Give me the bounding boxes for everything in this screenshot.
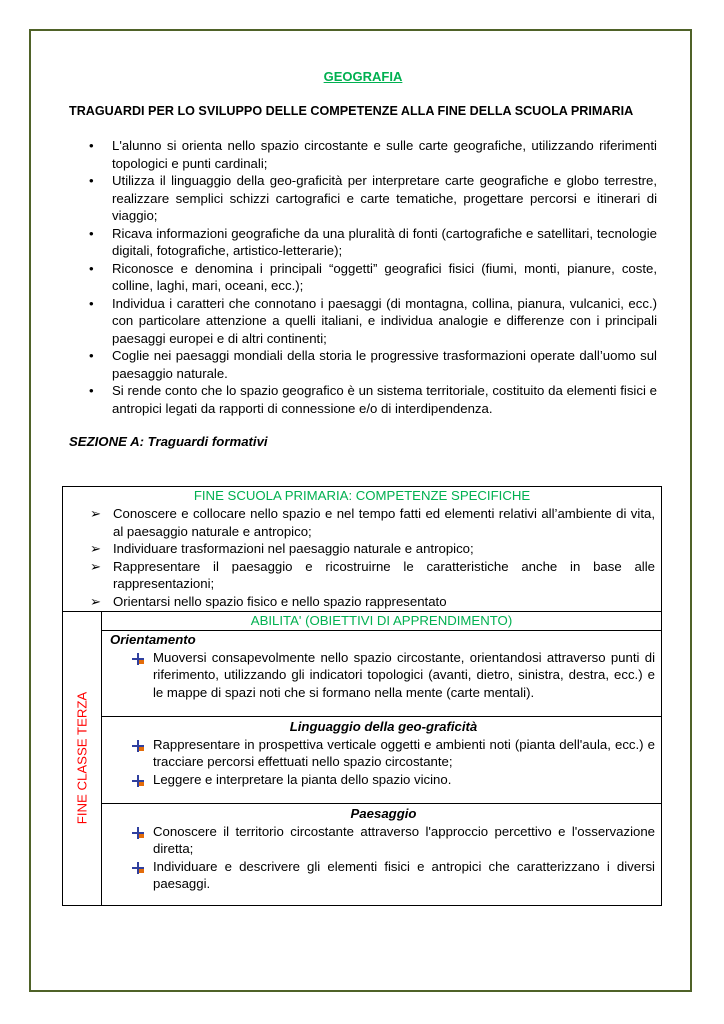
bullet-icon: • bbox=[89, 383, 94, 398]
abilita-column bbox=[102, 612, 661, 905]
list-item: Rappresentare in prospettiva verticale oggetti e ambienti noti (pianta dell'aula, ecc.) e tracciare percorsi effettuati nello spazio circostante; bbox=[110, 736, 657, 771]
document-body bbox=[69, 68, 657, 451]
list-item: Conoscere il territorio circostante attraverso l'approccio percettivo e l'osservazione diretta; bbox=[110, 823, 657, 858]
arrow-bullet-icon: ➢ bbox=[90, 506, 102, 521]
linguaggio-title: Linguaggio della geo-graficità bbox=[289, 719, 478, 734]
competence-table bbox=[62, 486, 662, 906]
side-label: FINE CLASSE TERZA bbox=[74, 691, 90, 825]
goals-list bbox=[69, 137, 657, 417]
orientamento-list bbox=[110, 649, 657, 702]
list-item: • Si rende conto che lo spazio geografico è un sistema territoriale, costituito da elementi fisici e antropici legati da rapporti di connessione e/o di interdipendenza. bbox=[89, 383, 657, 416]
paesaggio-list bbox=[110, 823, 657, 893]
list-item: • Individua i caratteri che connotano i paesaggi (di montagna, collina, pianura, vulcanici, ecc.) con particolare attenzione a quelli italiani, e individua analogie e differenze con i principali paesaggi europei e di altri continenti; bbox=[89, 295, 657, 346]
list-item: • L'alunno si orienta nello spazio circostante e sulle carte geografiche, utilizzando riferimenti topologici e punti cardinali; bbox=[89, 138, 657, 171]
section-a-heading: SEZIONE A: Traguardi formativi bbox=[69, 434, 268, 449]
list-item: Individuare e descrivere gli elementi fisici e antropici che caratterizzano i diversi paesaggi. bbox=[110, 858, 657, 893]
arrow-bullet-icon: ➢ bbox=[90, 541, 102, 556]
list-item: • Riconosce e denomina i principali “oggetti” geografici fisici (fiumi, monti, pianure, coste, colline, laghi, mari, oceani, ecc.); bbox=[89, 260, 657, 293]
bullet-icon: • bbox=[89, 295, 94, 311]
list-item: ➢ Orientarsi nello spazio fisico e nello spazio rappresentato bbox=[90, 593, 447, 609]
plus-diamond-bullet-icon bbox=[132, 774, 144, 786]
competenze-list bbox=[63, 505, 661, 610]
orientamento-title: Orientamento bbox=[110, 632, 196, 647]
list-item: ➢ Individuare trasformazioni nel paesaggio naturale e antropico; bbox=[90, 541, 474, 556]
bullet-icon: • bbox=[89, 225, 94, 241]
orientamento-cell bbox=[102, 631, 661, 717]
bullet-icon: • bbox=[89, 173, 94, 188]
arrow-bullet-icon: ➢ bbox=[90, 593, 102, 609]
bullet-icon: • bbox=[89, 348, 94, 363]
list-item: • Utilizza il linguaggio della geo-graficità per interpretare carte geografiche e globo terrestre, realizzare semplici schizzi cartografici e carte tematiche, progettare percorsi e itinerari di viaggio; bbox=[89, 173, 657, 223]
list-item: • Ricava informazioni geografiche da una pluralità di fonti (cartografiche e satellitari, tecnologie digitali, fotografiche, artistico-letterarie); bbox=[89, 225, 657, 258]
plus-diamond-bullet-icon bbox=[132, 826, 144, 838]
list-item: Leggere e interpretare la pianta dello spazio vicino. bbox=[110, 771, 657, 789]
document-subtitle: TRAGUARDI PER LO SVILUPPO DELLE COMPETENZE ALLA FINE DELLA SCUOLA PRIMARIA bbox=[69, 103, 634, 118]
side-label-cell bbox=[63, 612, 102, 905]
abilita-heading: ABILITA' (OBIETTIVI DI APPRENDIMENTO) bbox=[102, 612, 661, 631]
plus-diamond-bullet-icon bbox=[132, 739, 144, 751]
document-title: GEOGRAFIA bbox=[323, 69, 403, 84]
arrow-bullet-icon: ➢ bbox=[90, 558, 102, 574]
list-item: ➢ Rappresentare il paesaggio e ricostruirne le caratteristiche anche in base alle rappresentazioni; bbox=[90, 558, 655, 591]
list-item: Muoversi consapevolmente nello spazio circostante, orientandosi attraverso punti di riferimento, utilizzando gli indicatori topologici (avanti, dietro, sinistra, destra, ecc.) e le mappe di spazi noti che si formano nella mente (carte mentali). bbox=[110, 649, 657, 702]
paesaggio-cell bbox=[102, 805, 661, 905]
paesaggio-title: Paesaggio bbox=[350, 806, 417, 821]
competenze-block bbox=[63, 487, 661, 612]
competenze-heading: FINE SCUOLA PRIMARIA: COMPETENZE SPECIFICHE bbox=[193, 488, 531, 503]
linguaggio-cell bbox=[102, 718, 661, 804]
list-item: ➢ Conoscere e collocare nello spazio e nel tempo fatti ed elementi relativi all’ambiente di vita, al paesaggio naturale e antropico; bbox=[90, 506, 655, 539]
bullet-icon: • bbox=[89, 138, 94, 153]
linguaggio-list bbox=[110, 736, 657, 789]
list-item: • Coglie nei paesaggi mondiali della storia le progressive trasformazioni operate dall’uomo sul paesaggio naturale. bbox=[89, 348, 657, 381]
bullet-icon: • bbox=[89, 260, 94, 276]
plus-diamond-bullet-icon bbox=[132, 861, 144, 873]
plus-diamond-bullet-icon bbox=[132, 652, 144, 664]
